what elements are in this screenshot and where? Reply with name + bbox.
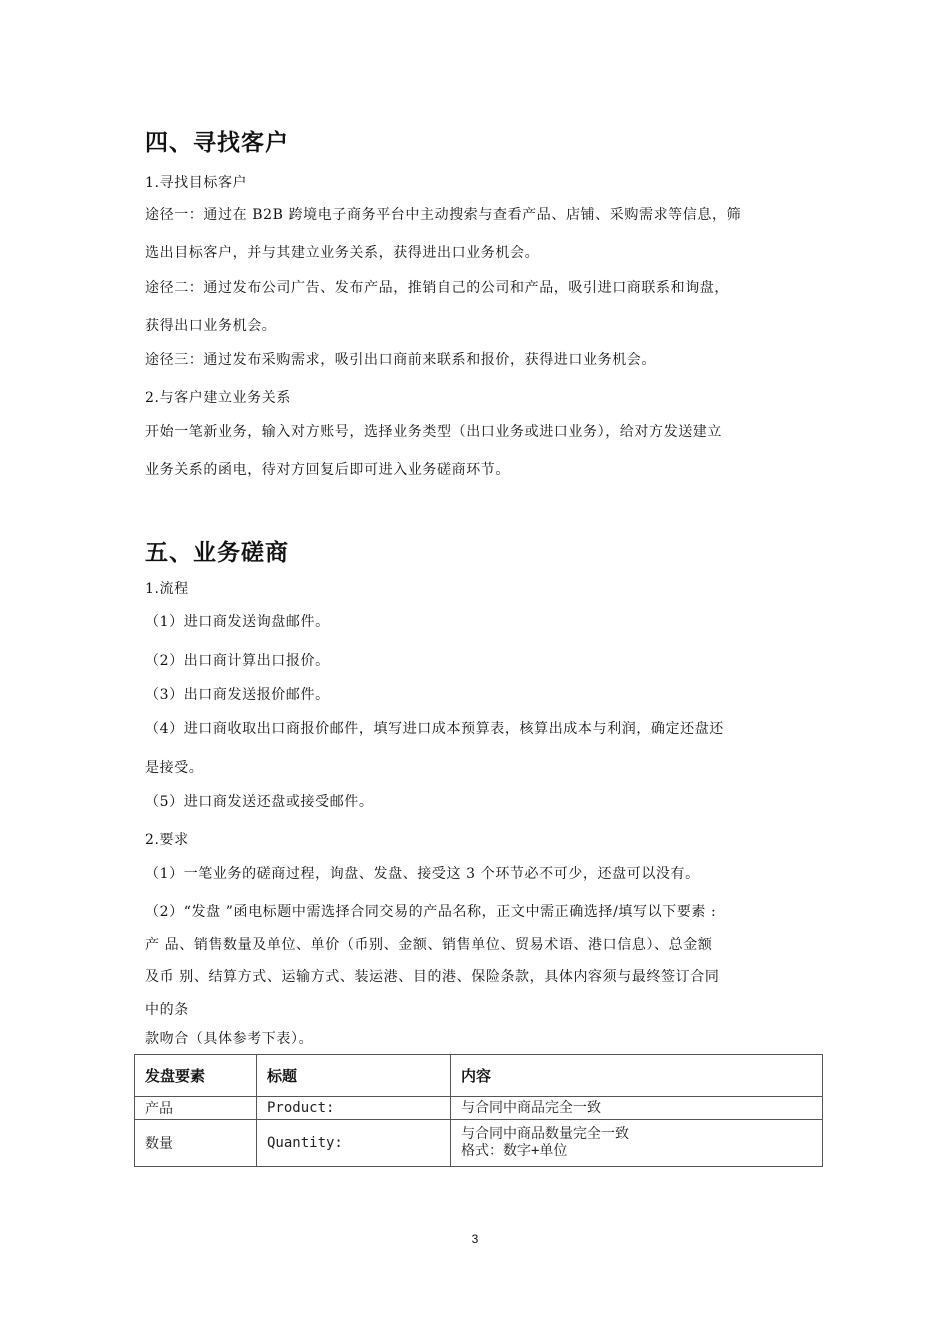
paragraph-line: 途径三：通过发布采购需求，吸引出口商前来联系和报价，获得进口业务机会。 [145,352,656,368]
page-number: 3 [471,1232,479,1246]
list-item-continuation: 及币 别、结算方式、运输方式、装运港、目的港、保险条款，具体内容须与最终签订合同 [145,969,720,985]
list-item-continuation: 款吻合（具体参考下表）。 [145,1031,314,1047]
section-5-subheading-2: 2.要求 [145,832,189,848]
paragraph-line: 开始一笔新业务，输入对方账号，选择业务类型（出口业务或进口业务），给对方发送建立 [145,424,722,440]
table-row [135,1120,823,1167]
table-header-cell: 发盘要素 [135,1055,257,1097]
table-header-row [135,1055,823,1097]
list-item-continuation: 产 品、销售数量及单位、单价（币别、金额、销售单位、贸易术语、港口信息）、总金额 [145,937,713,953]
table-cell [451,1120,823,1167]
table-cell: 数量 [135,1120,257,1167]
list-item: （2）出口商计算出口报价。 [145,653,330,669]
table-header-cell: 内容 [451,1055,823,1097]
list-item: （1）一笔业务的磋商过程，询盘、发盘、接受这 3 个环节必不可少，还盘可以没有。 [145,866,700,882]
list-item-continuation: 是接受。 [145,760,204,776]
paragraph-line: 途径二：通过发布公司广告、发布产品，推销自己的公司和产品，吸引进口商联系和询盘， [145,280,729,296]
list-item: （3）出口商发送报价邮件。 [145,687,330,703]
cell-text: 格式：数字+单位 [461,1143,568,1159]
table-header-cell: 标题 [257,1055,451,1097]
list-item: （4）进口商收取出口商报价邮件，填写进口成本预算表，核算出成本与利润，确定还盘还 [145,721,724,737]
table-cell: Quantity: [257,1120,451,1167]
table-cell [451,1097,823,1120]
table-cell: 产品 [135,1097,257,1120]
cell-text: 与合同中商品完全一致 [461,1099,601,1116]
table-cell: Product: [257,1097,451,1120]
paragraph-line: 途径一：通过在 B2B 跨境电子商务平台中主动搜索与查看产品、店铺、采购需求等信息，筛 [145,207,742,223]
list-item: （5）进口商发送还盘或接受邮件。 [145,794,374,810]
section-4-heading: 四、寻找客户 [145,130,289,156]
table-row [135,1097,823,1120]
section-5-heading: 五、业务磋商 [145,540,289,566]
section-5-subheading-1: 1.流程 [145,581,189,597]
paragraph-line: 选出目标客户，并与其建立业务关系，获得进出口业务机会。 [145,245,540,261]
paragraph-line: 获得出口业务机会。 [145,318,277,334]
section-4-subheading-2: 2.与客户建立业务关系 [145,390,291,406]
paragraph-line: 业务关系的函电，待对方回复后即可进入业务磋商环节。 [145,462,510,478]
offer-elements-table [134,1054,823,1167]
list-item: （1）进口商发送询盘邮件。 [145,614,330,630]
section-4-subheading-1: 1.寻找目标客户 [145,175,248,191]
list-item-continuation: 中的条 [145,1002,189,1018]
list-item: （2）“发盘 ”函电标题中需选择合同交易的产品名称，正文中需正确选择/填写以下要素 : [145,904,717,920]
cell-text: 与合同中商品数量完全一致 [461,1126,629,1142]
